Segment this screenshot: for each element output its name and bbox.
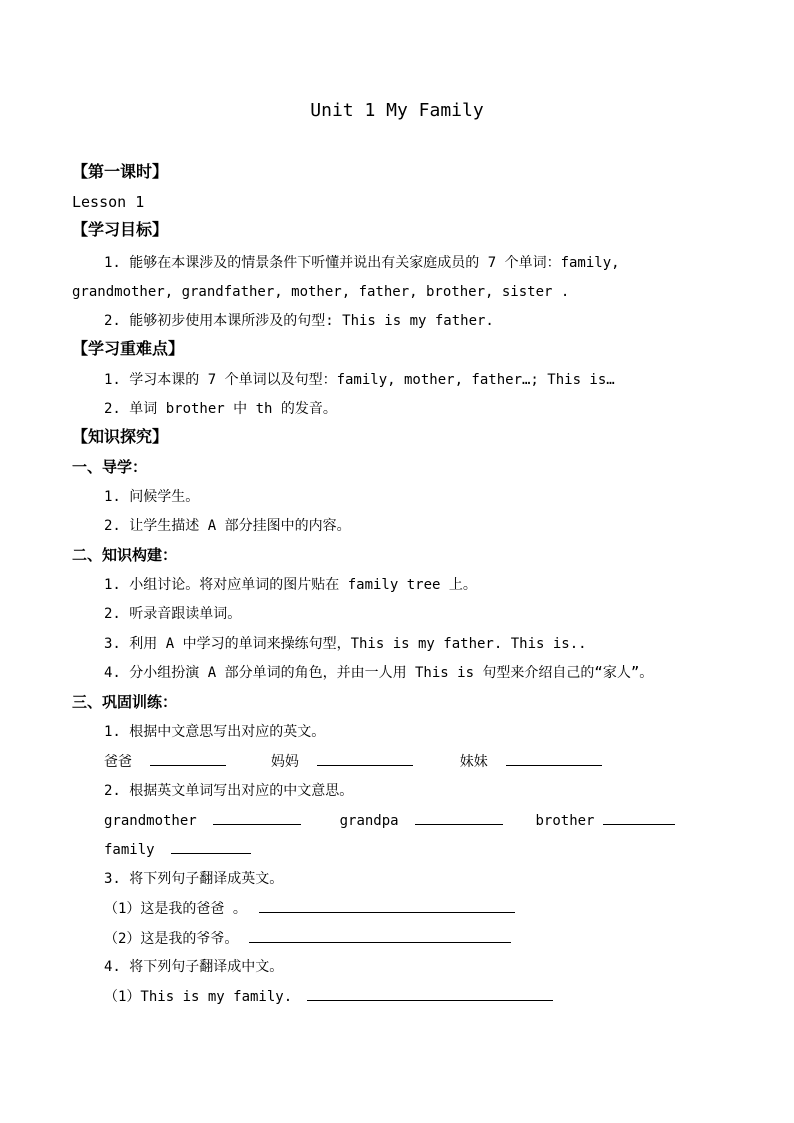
answer-blank[interactable] [307, 986, 553, 1001]
section-period: 【第一课时】 [72, 162, 169, 181]
answer-blank[interactable] [506, 751, 602, 766]
exercise-1-word: 妹妹 [459, 754, 488, 770]
answer-blank[interactable] [213, 810, 301, 825]
exercise-3-title: 3. 将下列句子翻译成英文。 [104, 871, 284, 887]
exercise-2-row-1 [104, 810, 675, 831]
exercise-2-word: grandpa [339, 813, 399, 829]
goal-2: 2. 能够初步使用本课所涉及的句型: This is my father. [104, 313, 494, 329]
section-explore: 【知识探究】 [72, 427, 169, 446]
exercise-3-item-1: （1）这是我的爸爸 。 [104, 898, 515, 919]
exercise-2-title: 2. 根据英文单词写出对应的中文意思。 [104, 783, 354, 799]
part-3-heading: 三、巩固训练： [72, 693, 178, 711]
part-2-item-2: 2. 听录音跟读单词。 [104, 606, 242, 622]
exercise-1-word: 妈妈 [270, 754, 299, 770]
answer-blank[interactable] [171, 839, 251, 854]
part-2-item-1: 1. 小组讨论。将对应单词的图片贴在 family tree 上。 [104, 577, 477, 593]
section-goals: 【学习目标】 [72, 220, 169, 239]
goal-1-line-1: 1. 能够在本课涉及的情景条件下听懂并说出有关家庭成员的 7 个单词：family, [104, 255, 620, 271]
part-1-heading: 一、导学： [72, 458, 148, 476]
exercise-2-word: grandmother [104, 813, 197, 829]
answer-blank[interactable] [249, 928, 511, 943]
answer-blank[interactable] [317, 751, 413, 766]
goal-1-line-2: grandmother, grandfather, mother, father, brother, sister . [72, 284, 570, 300]
answer-blank[interactable] [150, 751, 226, 766]
part-2-item-4: 4. 分小组扮演 A 部分单词的角色，并由一人用 This is 句型来介绍自己的“家人”。 [104, 665, 654, 681]
part-2-heading: 二、知识构建： [72, 546, 178, 564]
key-point-2: 2. 单词 brother 中 th 的发音。 [104, 401, 337, 417]
exercise-1-title: 1. 根据中文意思写出对应的英文。 [104, 724, 326, 740]
key-point-1: 1. 学习本课的 7 个单词以及句型：family, mother, father…; This is… [104, 372, 615, 388]
part-1-item-2: 2. 让学生描述 A 部分挂图中的内容。 [104, 518, 351, 534]
exercise-2-word: brother [535, 813, 595, 829]
answer-blank[interactable] [603, 810, 675, 825]
exercise-1-word: 爸爸 [104, 754, 132, 770]
answer-blank[interactable] [415, 810, 503, 825]
exercise-4-item-1: （1）This is my family. [104, 986, 553, 1007]
exercise-4-title: 4. 将下列句子翻译成中文。 [104, 959, 284, 975]
answer-blank[interactable] [259, 898, 515, 913]
part-1-item-1: 1. 问候学生。 [104, 489, 200, 505]
section-key-points: 【学习重难点】 [72, 339, 185, 358]
exercise-3-item-2: （2）这是我的爷爷。 [104, 928, 511, 949]
part-2-item-3: 3. 利用 A 中学习的单词来操练句型，This is my father. This is.. [104, 636, 587, 652]
exercise-2-word: family [104, 842, 155, 858]
exercise-1-row [104, 751, 602, 772]
lesson-label: Lesson 1 [72, 193, 145, 211]
page-title: Unit 1 My Family [310, 100, 484, 121]
exercise-2-row-2 [104, 839, 251, 860]
